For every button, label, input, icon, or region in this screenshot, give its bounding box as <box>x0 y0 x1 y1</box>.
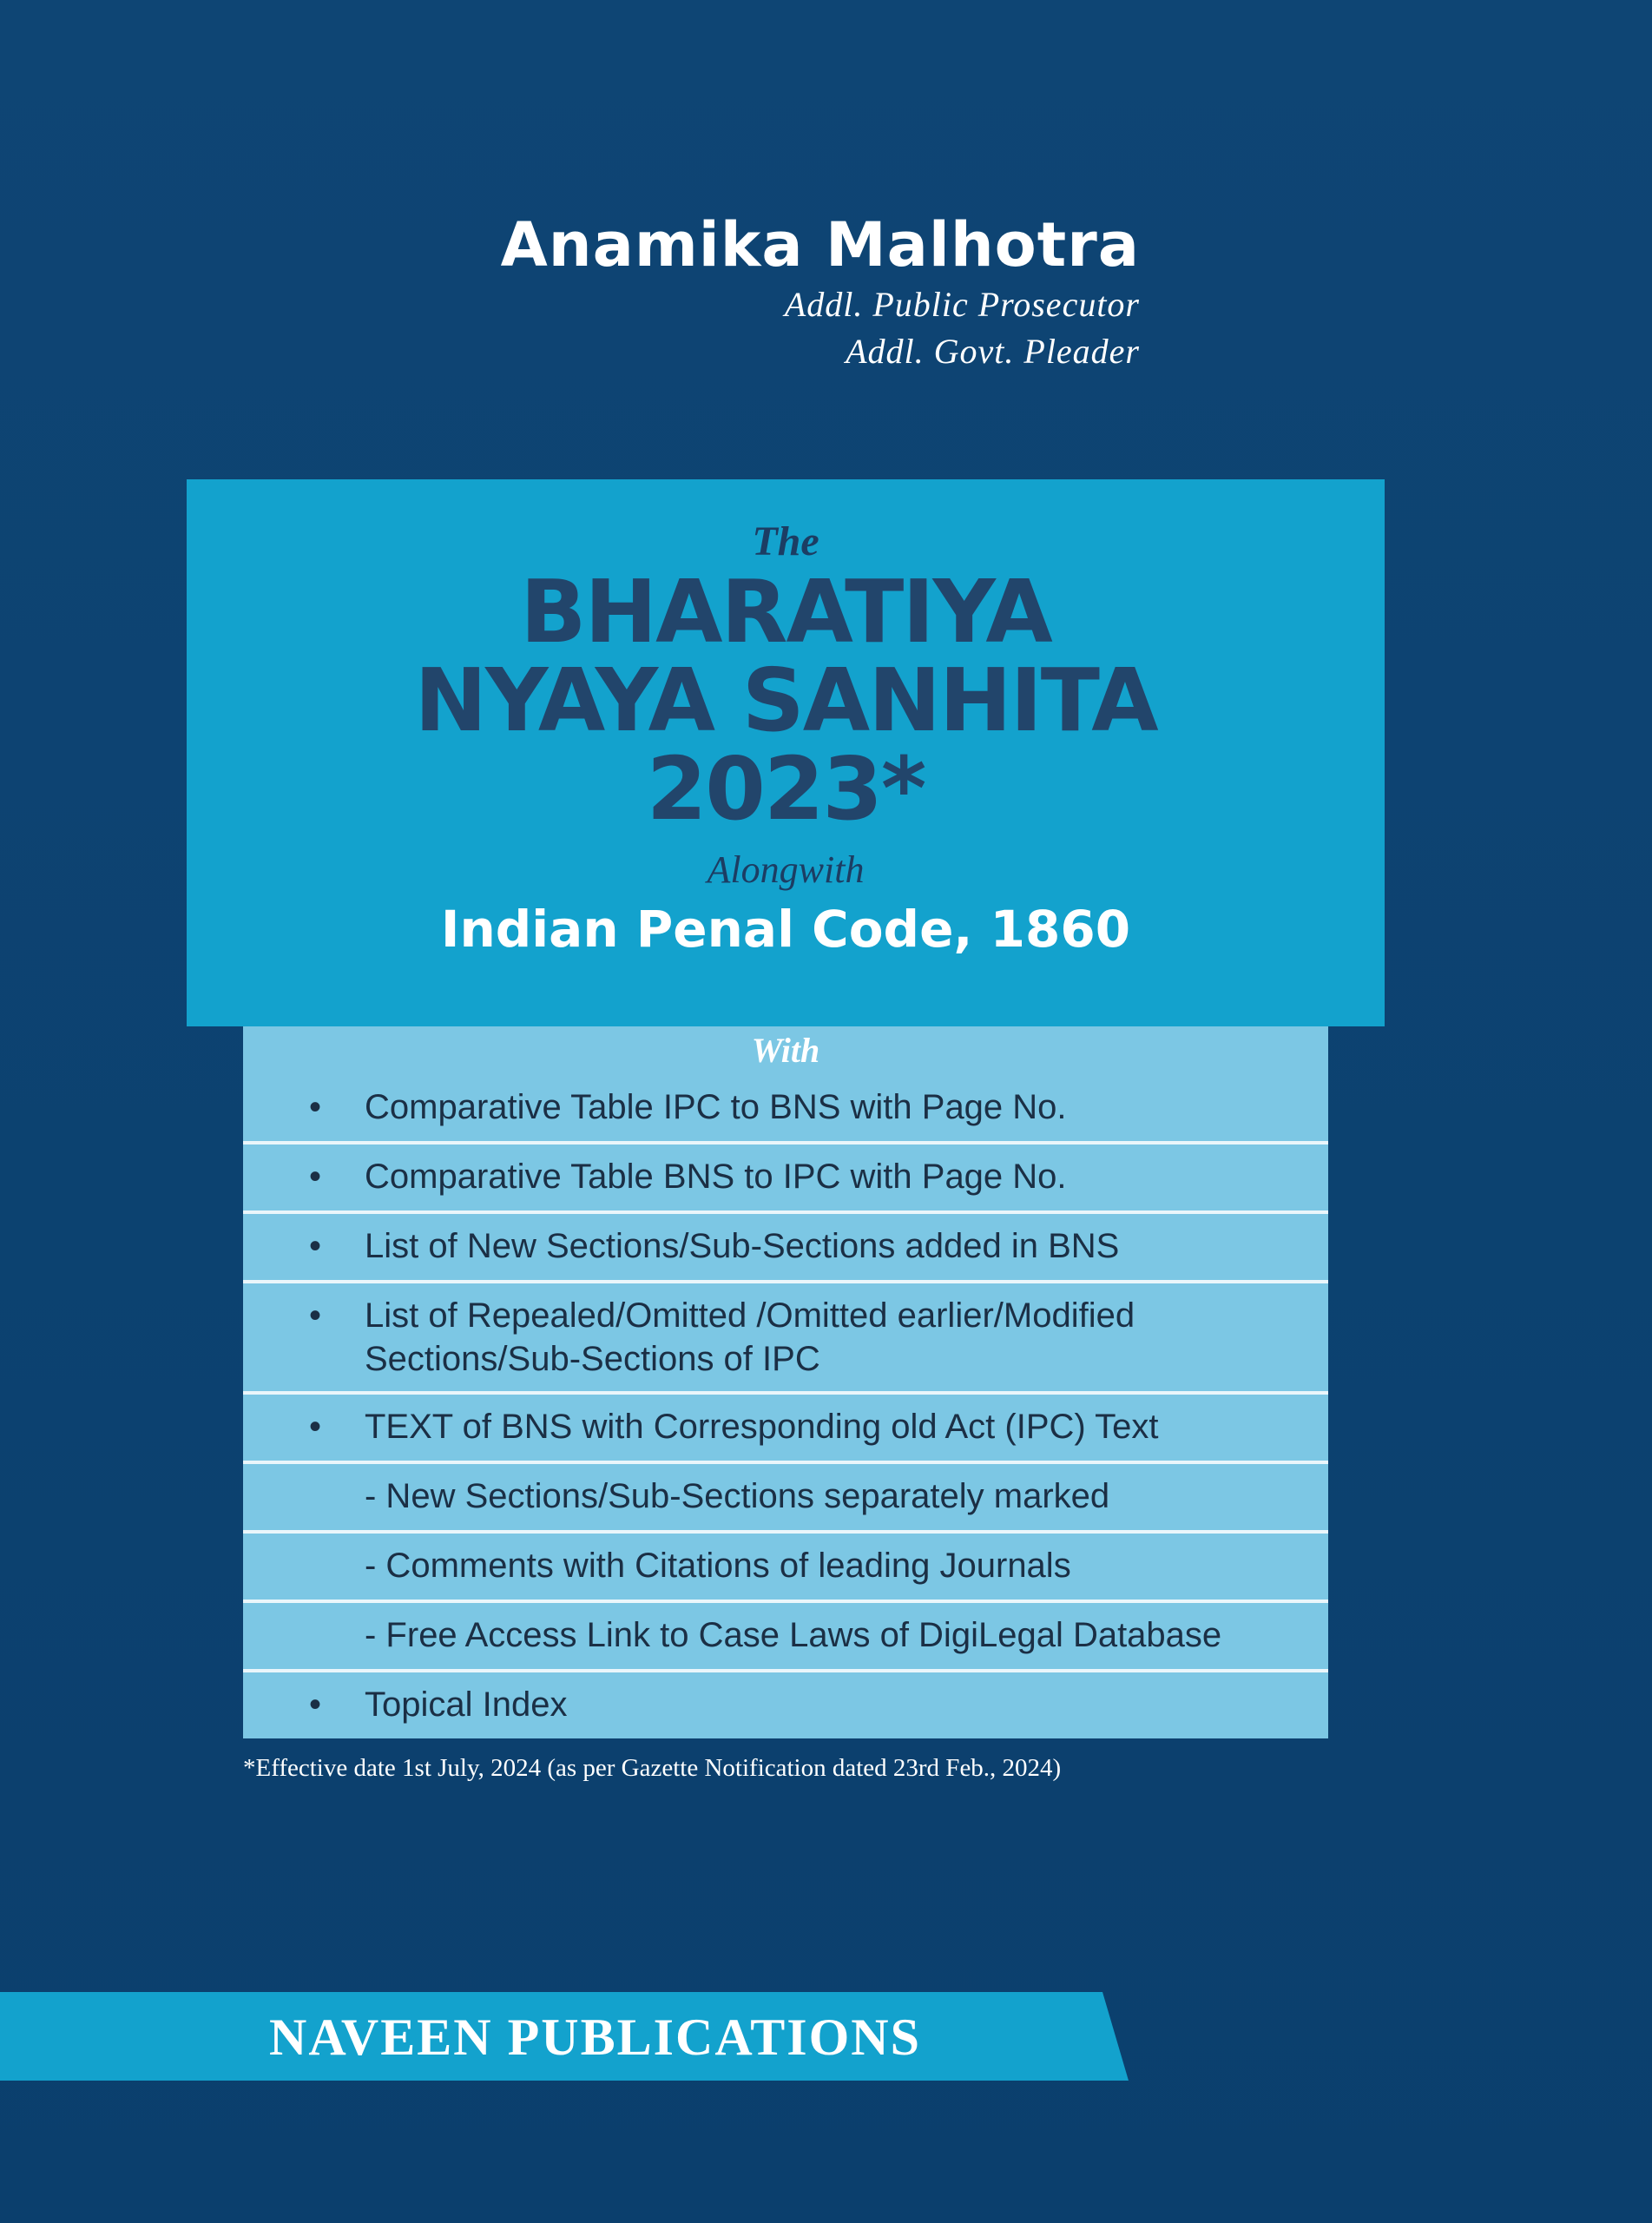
title-box <box>187 479 1385 1026</box>
feature-text: TEXT of BNS with Corresponding old Act (IPC) Text <box>365 1408 1159 1446</box>
author-name: Anamika Malhotra <box>500 209 1140 280</box>
feature-text: - Comments with Citations of leading Journals <box>365 1547 1071 1585</box>
feature-text: Comparative Table BNS to IPC with Page No. <box>365 1158 1067 1196</box>
feature-item <box>243 1144 1328 1214</box>
title-alongwith: Alongwith <box>707 848 865 891</box>
feature-subitem <box>243 1603 1328 1672</box>
bullet-icon: • <box>309 1088 322 1126</box>
feature-subitem <box>243 1534 1328 1603</box>
feature-text: Comparative Table IPC to BNS with Page No. <box>365 1088 1067 1126</box>
feature-subitem <box>243 1464 1328 1534</box>
title-line-3: 2023* <box>646 738 925 840</box>
title-the: The <box>752 518 819 564</box>
bullet-icon: • <box>309 1158 322 1196</box>
bullet-icon: • <box>309 1685 322 1724</box>
title-line-1: BHARATIYA <box>520 561 1051 663</box>
feature-item <box>243 1672 1328 1738</box>
feature-item <box>243 1214 1328 1283</box>
author-role-2: Addl. Govt. Pleader <box>846 332 1140 371</box>
publisher-name: NAVEEN PUBLICATIONS <box>269 2009 921 2066</box>
title-subtitle: Indian Penal Code, 1860 <box>440 900 1131 959</box>
author-block <box>501 208 1140 375</box>
feature-item <box>243 1283 1328 1395</box>
bullet-icon: • <box>309 1408 322 1446</box>
features-heading: With <box>751 1031 820 1070</box>
bullet-icon: • <box>309 1296 322 1335</box>
footnote: *Effective date 1st July, 2024 (as per Gazette Notification dated 23rd Feb., 2024) <box>243 1754 1062 1782</box>
title-line-2: NYAYA SANHITA <box>414 650 1157 751</box>
feature-text: List of Repealed/Omitted /Omitted earlier/Modified Sections/Sub-Sections of IPC <box>365 1296 1135 1378</box>
feature-text: List of New Sections/Sub-Sections added in BNS <box>365 1227 1120 1265</box>
feature-text: - New Sections/Sub-Sections separately marked <box>365 1477 1110 1515</box>
author-role-1: Addl. Public Prosecutor <box>784 285 1140 324</box>
feature-item <box>243 1075 1328 1144</box>
features-list <box>243 1026 1328 1738</box>
feature-item <box>243 1395 1328 1464</box>
feature-text: Topical Index <box>365 1685 568 1724</box>
bullet-icon: • <box>309 1227 322 1265</box>
feature-text: - Free Access Link to Case Laws of DigiLegal Database <box>365 1616 1222 1654</box>
